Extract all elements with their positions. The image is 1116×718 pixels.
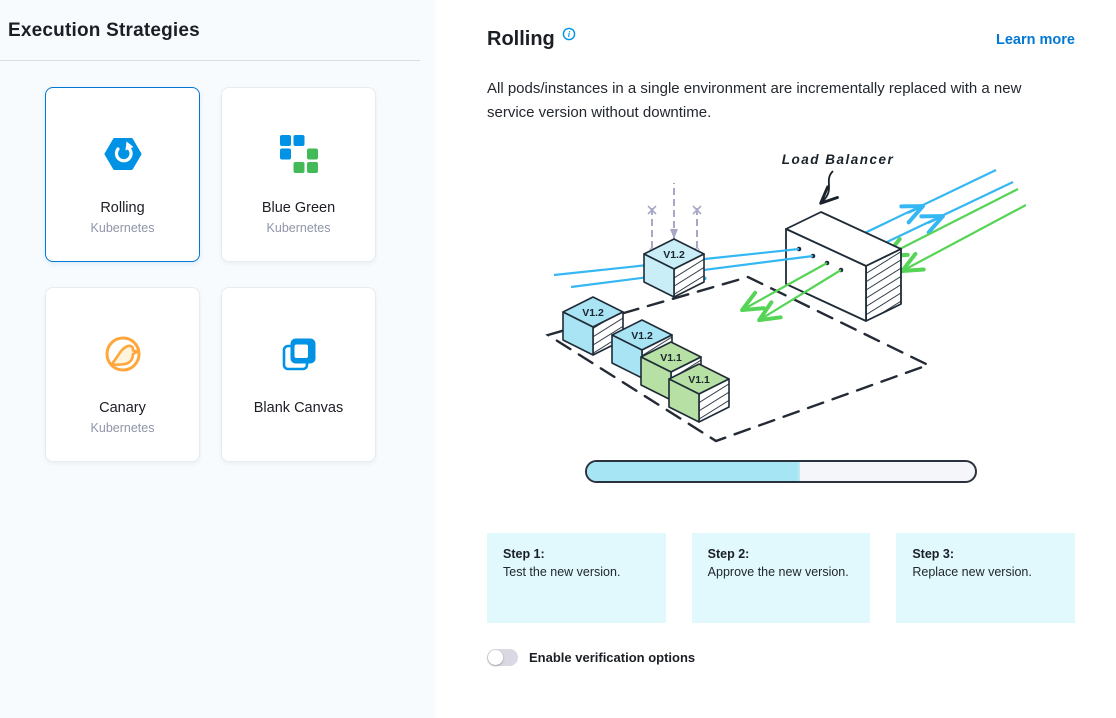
strategy-card-label: Blue Green	[261, 200, 336, 216]
blue-green-squares-icon	[280, 134, 318, 174]
strategy-card-label: Blank Canvas	[253, 400, 344, 416]
rollout-progress-bar	[585, 460, 977, 483]
rolling-sync-icon	[104, 134, 142, 174]
svg-text:i: i	[567, 30, 570, 39]
page-title: Execution Strategies	[8, 20, 200, 41]
detail-header	[487, 28, 1075, 51]
step-title: Step 3:	[912, 547, 955, 561]
pod-version-label: V1.2	[631, 330, 653, 342]
step-box-1	[487, 533, 666, 623]
step-title: Step 2:	[707, 547, 750, 561]
canary-bird-icon	[102, 334, 144, 374]
steps-row	[487, 533, 1075, 623]
step-text: Replace new version.	[912, 565, 1032, 579]
pod-version-label: V1.1	[688, 374, 710, 386]
step-text: Test the new version.	[503, 565, 621, 579]
strategy-card-grid	[45, 87, 435, 462]
learn-more-link[interactable]: Learn more	[996, 31, 1075, 48]
strategy-list-panel	[0, 0, 435, 718]
info-icon[interactable]	[562, 27, 576, 46]
strategy-card-label: Rolling	[100, 200, 145, 216]
load-balancer-label: Load Balancer	[781, 152, 895, 167]
step-title: Step 1:	[503, 547, 545, 561]
verification-toggle[interactable]	[487, 649, 518, 666]
pod-version-label: V1.2	[582, 307, 604, 319]
strategy-card-label: Canary	[99, 400, 146, 416]
strategy-card-subtitle: Kubernetes	[266, 221, 331, 235]
strategy-card-rolling[interactable]	[45, 87, 200, 262]
strategy-card-canary[interactable]	[45, 287, 200, 462]
verification-toggle-label: Enable verification options	[529, 650, 696, 665]
strategy-card-subtitle: Kubernetes	[90, 421, 155, 435]
pod-version-label: V1.1	[660, 352, 682, 364]
verification-toggle-row	[487, 649, 1075, 666]
strategy-card-blue-green[interactable]	[221, 87, 376, 262]
pod-version-label: V1.2	[663, 249, 685, 261]
step-box-3	[896, 533, 1075, 623]
strategy-detail-panel	[435, 0, 1116, 718]
strategy-card-subtitle: Kubernetes	[90, 221, 155, 235]
toggle-knob	[488, 650, 503, 665]
detail-title: Rolling	[487, 28, 555, 50]
rolling-deployment-illustration	[487, 149, 1075, 483]
green-traffic-lines	[888, 189, 1026, 270]
divider	[0, 60, 420, 61]
strategy-card-blank-canvas[interactable]	[221, 287, 376, 462]
rolling-diagram	[536, 149, 1026, 449]
strategy-description: All pods/instances in a single environment are incrementally replaced with a new service version without downtime.	[487, 80, 1022, 121]
step-box-2	[692, 533, 871, 623]
progress-fill	[587, 462, 800, 481]
blank-canvas-icon	[280, 334, 318, 374]
step-text: Approve the new version.	[707, 565, 849, 579]
